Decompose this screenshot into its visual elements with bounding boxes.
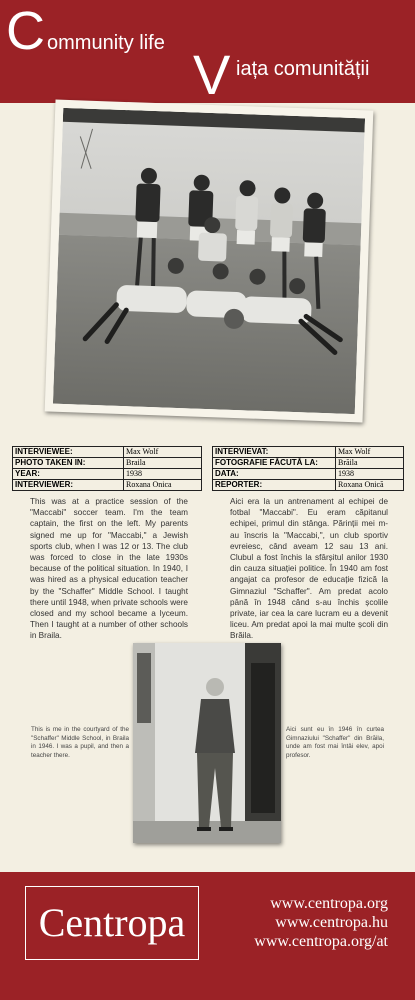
caption-en: This is me in the courtyard of the "Schaffer" Middle School, in Braila in 1946. I was a pupil, and then a teacher there. xyxy=(31,726,129,759)
info-table-en xyxy=(12,446,202,491)
info-row-interviewer xyxy=(13,480,202,491)
website-link[interactable]: www.centropa.org xyxy=(270,895,388,912)
story-ro: Aici era la un antrenament al echipei de fotbal "Maccabi". Eu eram căpitanul echipei, primul din stânga. Părinții mei m-au înscris la "Maccabi,", un club sportiv evreiesc, când aveam 12 sau 13 ani. Clubul a fost închis la sfârșitul anilor 1930 din cauza situației politice. În 1940 am fost angajat ca profesor de educație fizică la Gimnaziul "Schaffer". Am predat acolo până în 1948 când s-au închis școlile private, iar cea la care lucram eu a devenit liceu. Am predat apoi la mai multe școli din Brăila. xyxy=(230,497,388,641)
footer-band xyxy=(0,872,415,1000)
info-row-reporter xyxy=(213,480,404,491)
title-ro: iața comunității xyxy=(236,58,370,80)
info-row-intervievat xyxy=(213,447,404,458)
story-en: This was at a practice session of the "Maccabi" soccer team. I'm the team captain, the first on the left. My parents signed me up for "Maccabi," a Jewish sports club, when I was 12 or 13. The club was forced to close in the late 1930s because of the political situation. In 1940, I was hired as a physical education teacher by the "Schaffer" Middle School. I taught there until 1948, when private schools were closed and my school became a lyceum. Then I taught at a number of other schools in Braila. xyxy=(30,497,188,641)
info-label: DATA: xyxy=(213,469,336,480)
info-row-fotografie xyxy=(213,458,404,469)
info-label: INTERVIEVAT: xyxy=(213,447,336,458)
info-label: FOTOGRAFIE FĂCUTĂ LA: xyxy=(213,458,336,469)
title-ro-initial: V xyxy=(193,43,231,106)
team-photo xyxy=(45,100,374,423)
info-row-interviewee xyxy=(13,447,202,458)
portrait-photo xyxy=(133,643,281,843)
info-label: REPORTER: xyxy=(213,480,336,491)
info-value: 1938 xyxy=(124,469,202,480)
info-value: Roxana Onica xyxy=(124,480,202,491)
soccer-team-illustration xyxy=(53,108,365,414)
caption-ro: Aici sunt eu în 1946 în curtea Gimnaziului "Schaffer" din Brăila, unde am fost mai întâi elev, apoi profesor. xyxy=(286,726,384,759)
man-in-courtyard-illustration xyxy=(133,643,281,843)
logo-text: Centropa xyxy=(38,900,186,945)
website-link[interactable]: www.centropa.org/at xyxy=(254,933,388,950)
portrait-photo-image xyxy=(133,643,281,843)
team-photo-image xyxy=(53,108,365,414)
title-en: ommunity life xyxy=(47,32,165,54)
info-label: INTERVIEWEE: xyxy=(13,447,124,458)
info-value: Braila xyxy=(124,458,202,469)
info-value: Brăila xyxy=(336,458,404,469)
info-value: Max Wolf xyxy=(124,447,202,458)
info-row-data xyxy=(213,469,404,480)
info-value: Max Wolf xyxy=(336,447,404,458)
title-en-initial: C xyxy=(6,1,45,61)
header-band xyxy=(0,0,415,106)
info-value: 1938 xyxy=(336,469,404,480)
info-label: PHOTO TAKEN IN: xyxy=(13,458,124,469)
info-table-ro xyxy=(212,446,404,491)
website-list xyxy=(254,894,388,951)
info-label: YEAR: xyxy=(13,469,124,480)
website-link[interactable]: www.centropa.hu xyxy=(275,914,388,931)
info-row-photo-taken-in xyxy=(13,458,202,469)
info-label: INTERVIEWER: xyxy=(13,480,124,491)
info-row-year xyxy=(13,469,202,480)
centropa-logo xyxy=(25,886,199,960)
info-value: Roxana Onică xyxy=(336,480,404,491)
